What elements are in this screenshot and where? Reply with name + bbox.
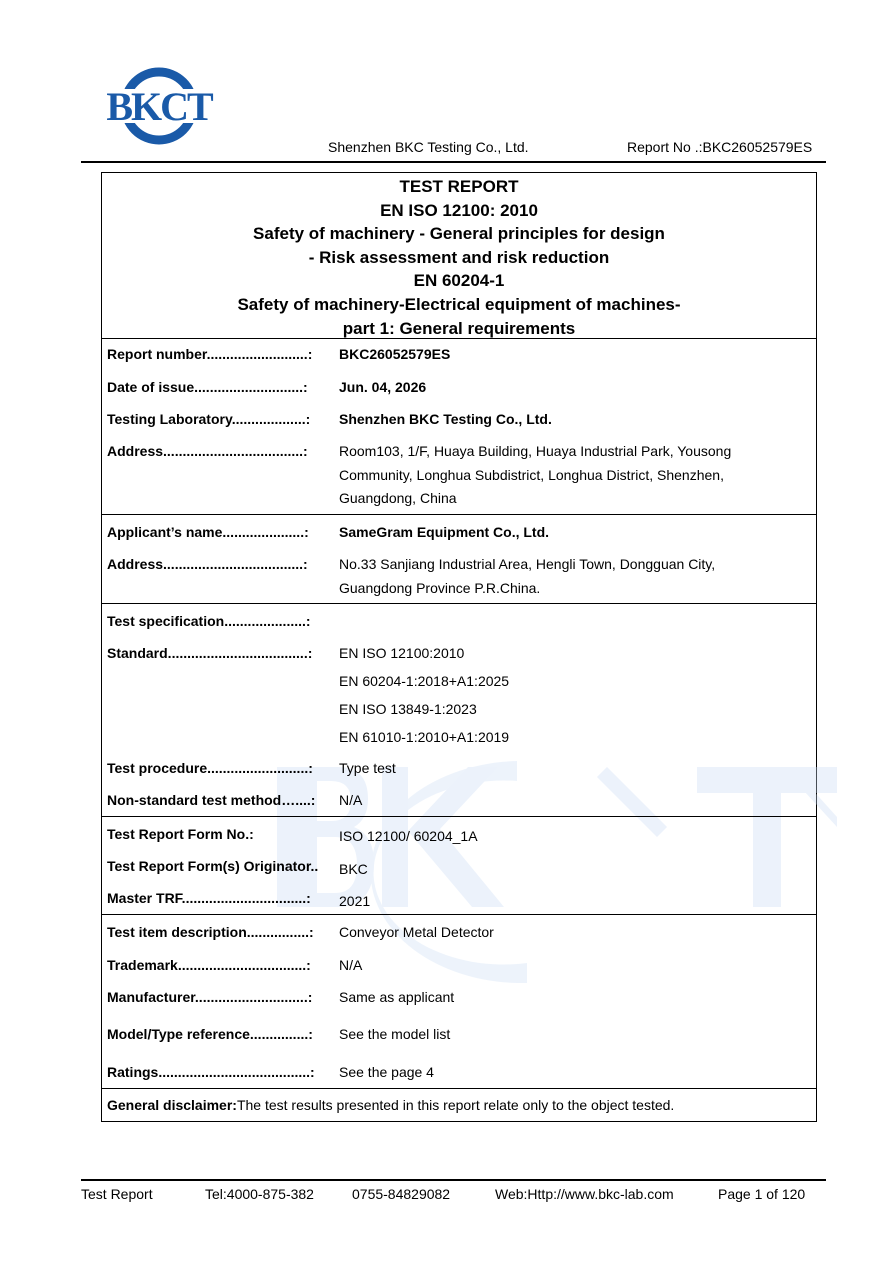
value-date-of-issue: Jun. 04, 2026 — [339, 379, 427, 395]
value-ratings: See the page 4 — [339, 1064, 434, 1080]
value-report-number: BKC26052579ES — [339, 346, 451, 362]
value-standard-3: EN ISO 13849-1:2023 — [339, 701, 477, 717]
disclaimer-text: The test results presented in this report relate only to the object tested. — [236, 1097, 675, 1113]
value-trademark: N/A — [339, 957, 363, 973]
label-trf-originator: Test Report Form(s) Originator.. — [107, 858, 319, 874]
report-title — [102, 173, 816, 340]
label-ratings: Ratings.......................................: — [107, 1064, 315, 1080]
divider — [102, 1088, 816, 1089]
divider — [102, 338, 816, 339]
title-line-3: Safety of machinery - General principles for design — [253, 224, 665, 244]
report-cover-table — [101, 172, 817, 1122]
disclaimer-label: General disclaimer: — [107, 1097, 237, 1113]
label-report-number: Report number..........................: — [107, 346, 313, 362]
label-test-specification: Test specification.....................: — [107, 613, 311, 629]
value-item-description: Conveyor Metal Detector — [339, 924, 494, 940]
label-master-trf: Master TRF................................: — [107, 890, 311, 906]
svg-text:BKCT: BKCT — [106, 84, 212, 129]
title-line-4: - Risk assessment and risk reduction — [308, 247, 610, 267]
divider — [102, 816, 816, 817]
header-divider — [81, 161, 826, 163]
value-standard-2: EN 60204-1:2018+A1:2025 — [339, 673, 510, 689]
bkct-logo — [95, 67, 223, 145]
label-non-standard-method: Non-standard test method…....: — [107, 792, 316, 808]
header-company: Shenzhen BKC Testing Co., Ltd. — [328, 139, 529, 155]
label-model-ref: Model/Type reference...............: — [107, 1026, 313, 1042]
value-standard-4: EN 61010-1:2010+A1:2019 — [339, 729, 510, 745]
value-standard-1: EN ISO 12100:2010 — [339, 645, 465, 661]
header-report-number: Report No .:BKC26052579ES — [627, 139, 813, 155]
label-item-description: Test item description................: — [107, 924, 314, 940]
general-disclaimer — [107, 1097, 674, 1113]
value-master-trf: 2021 — [339, 893, 371, 909]
label-manufacturer: Manufacturer.............................: — [107, 989, 313, 1005]
divider — [102, 603, 816, 604]
value-trf-no: ISO 12100/ 60204_1A — [339, 828, 478, 844]
footer-tel: Tel:4000-875-382 — [205, 1186, 314, 1202]
title-line-1: TEST REPORT — [399, 177, 519, 196]
footer-doc-type: Test Report — [81, 1186, 153, 1202]
value-lab-address: Room103, 1/F, Huaya Building, Huaya Industrial Park, Yousong Community, Longhua Subdistrict, Longhua District, Shenzhen, Guangdong, China — [339, 443, 732, 506]
footer-divider — [81, 1179, 826, 1181]
value-non-standard-method: N/A — [339, 792, 363, 808]
value-test-procedure: Type test — [339, 760, 396, 776]
footer-web: Web:Http://www.bkc-lab.com — [495, 1186, 674, 1202]
label-lab-address: Address....................................: — [107, 443, 308, 459]
value-applicant-name: SameGram Equipment Co., Ltd. — [339, 524, 550, 540]
label-date-of-issue: Date of issue............................: — [107, 379, 308, 395]
label-trademark: Trademark.................................: — [107, 957, 311, 973]
value-testing-lab: Shenzhen BKC Testing Co., Ltd. — [339, 411, 552, 427]
label-standard: Standard....................................: — [107, 645, 313, 661]
value-manufacturer: Same as applicant — [339, 989, 455, 1005]
value-trf-originator: BKC — [339, 861, 368, 877]
title-line-6: Safety of machinery-Electrical equipment of machines- — [237, 294, 681, 314]
label-testing-lab: Testing Laboratory...................: — [107, 411, 311, 427]
label-trf-no: Test Report Form No.: — [107, 826, 254, 842]
label-applicant-name: Applicant’s name.....................: — [107, 524, 309, 540]
label-applicant-address: Address....................................: — [107, 556, 308, 572]
footer-phone: 0755-84829082 — [352, 1186, 451, 1202]
footer-page-number: Page 1 of 120 — [718, 1186, 806, 1202]
divider — [102, 914, 816, 915]
title-line-5: EN 60204-1 — [413, 271, 505, 291]
value-model-ref: See the model list — [339, 1026, 451, 1042]
label-test-procedure: Test procedure..........................: — [107, 760, 313, 776]
title-line-7: part 1: General requirements — [342, 318, 576, 338]
title-line-2: EN ISO 12100: 2010 — [380, 200, 538, 220]
divider — [102, 514, 816, 515]
value-applicant-address: No.33 Sanjiang Industrial Area, Hengli Town, Dongguan City, Guangdong Province P.R.China. — [339, 556, 716, 596]
